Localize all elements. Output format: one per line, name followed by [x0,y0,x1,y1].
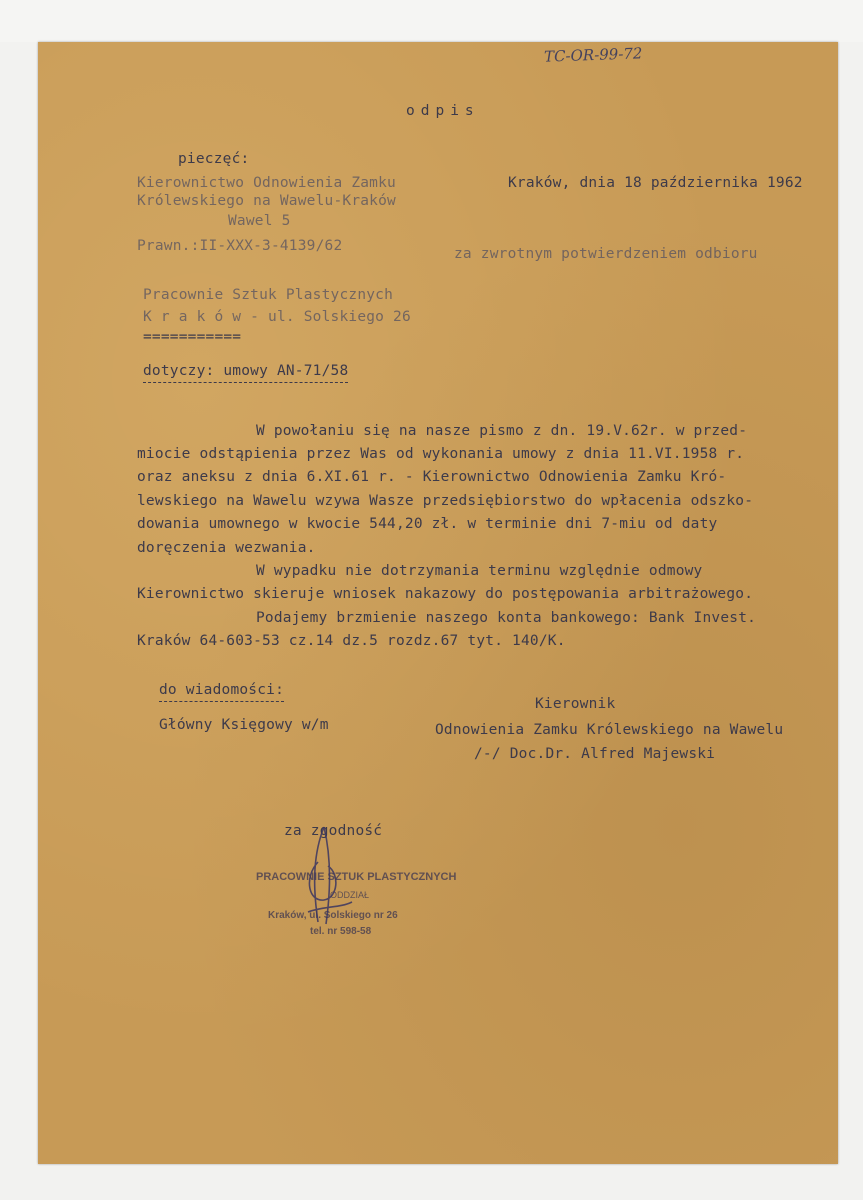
place-and-date: Kraków, dnia 18 października 1962 [508,175,803,191]
file-number: Prawn.:II-XXX-3-4139/62 [137,238,343,254]
cc-recipient: Główny Księgowy w/m [159,717,329,733]
recipient-underline: =========== [143,329,242,345]
body-line-4: lewskiego na Wawelu wzywa Wasze przedsiębiorstwo do wpłacenia odszko- [137,493,754,509]
delivery-note: za zwrotnym potwierdzeniem odbioru [454,246,758,262]
subject-line: dotyczy: umowy AN-71/58 [143,364,348,383]
signatory-organization: Odnowienia Zamku Królewskiego na Wawelu [435,722,784,738]
document-heading: odpis [406,103,480,119]
signatory-title: Kierownik [535,696,616,712]
recipient-line-1: Pracownie Sztuk Plastycznych [143,287,394,303]
body-line-10: Kraków 64-603-53 cz.14 dz.5 rozdz.67 tyt. 140/K. [137,633,566,649]
recipient-line-2: K r a k ó w - ul. Solskiego 26 [143,309,411,325]
sender-line-3: Wawel 5 [228,213,291,229]
cc-label: do wiadomości: [159,683,284,702]
signatory-name: /-/ Doc.Dr. Alfred Majewski [474,746,716,762]
stamp-line-2: ODDZIAŁ [330,890,370,900]
sender-line-2: Królewskiego na Wawelu-Kraków [137,193,396,209]
body-line-9: Podajemy brzmienie naszego konta bankowego: Bank Invest. [256,610,757,626]
body-line-6: doręczenia wezwania. [137,540,316,556]
handwritten-reference: TC-OR-99-72 [543,44,643,66]
handwritten-signature [294,822,364,932]
document-page [38,42,838,1164]
stamp-line-1: PRACOWNIE SZTUK PLASTYCZNYCH [256,871,457,883]
stamp-label: pieczęć: [178,151,250,167]
stamp-line-4: tel. nr 598-58 [310,926,372,937]
body-line-8: Kierownictwo skieruje wniosek nakazowy do postępowania arbitrażowego. [137,586,754,602]
scan-background [0,0,863,42]
stamp-line-3: Kraków, ul. Solskiego nr 26 [268,910,398,921]
body-line-2: miocie odstąpienia przez Was od wykonania umowy z dnia 11.VI.1958 r. [137,446,745,462]
body-line-3: oraz aneksu z dnia 6.XI.61 r. - Kierownictwo Odnowienia Zamku Kró- [137,469,727,485]
body-line-5: dowania umownego w kwocie 544,20 zł. w terminie dni 7-miu od daty [137,516,718,532]
sender-line-1: Kierownictwo Odnowienia Zamku [137,175,396,191]
certification-text: za zgodność [284,823,383,839]
body-line-1: W powołaniu się na nasze pismo z dn. 19.V.62r. w przed- [256,423,748,439]
body-line-7: W wypadku nie dotrzymania terminu względnie odmowy [256,563,703,579]
